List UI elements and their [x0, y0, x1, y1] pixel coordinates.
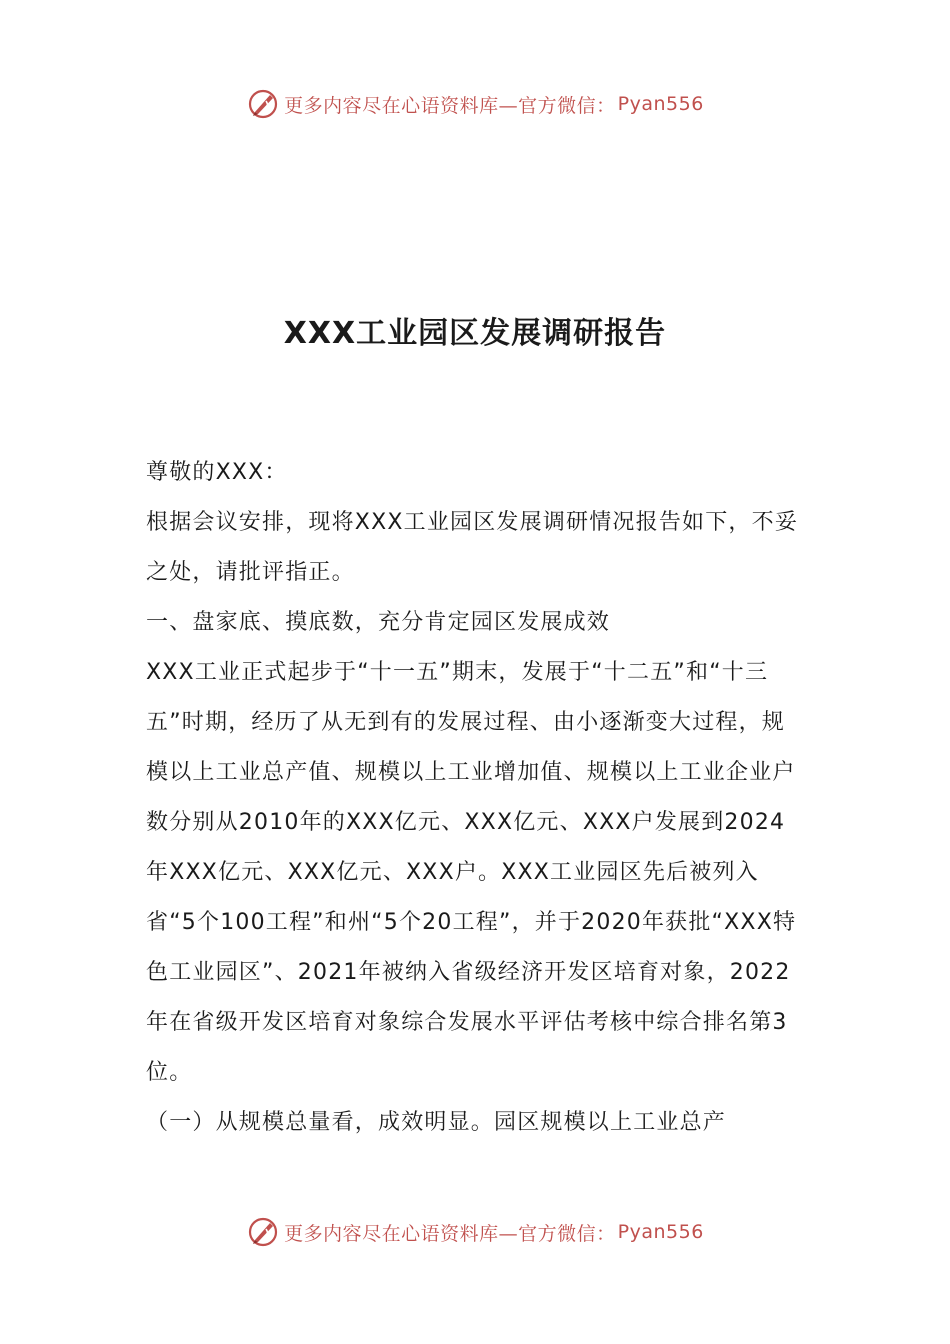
pen-logo-icon [246, 1215, 280, 1249]
pen-logo-icon [246, 87, 280, 121]
watermark-id: Pyan556 [617, 93, 704, 115]
watermark-text: 更多内容尽在心语资料库—官方微信： [284, 94, 616, 117]
watermark-header [0, 84, 950, 124]
watermark-id: Pyan556 [617, 1221, 704, 1243]
paragraph-overview: XXX工业正式起步于“十一五”期末，发展于“十二五”和“十三五”时期，经历了从无到有的发展过程、由小逐渐变大过程，规模以上工业总产值、规模以上工业增加值、规模以上工业企业户数分别从2010年的XXX亿元、XXX亿元、XXX户发展到2024年XXX亿元、XXX亿元、XXX户。XXX工业园区先后被列入省“5个100工程”和州“5个20工程”，并于2020年获批“XXX特色工业园区”、2021年被纳入省级经济开发区培育对象，2022年在省级开发区培育对象综合发展水平评估考核中综合排名第3位。 [146, 660, 797, 1085]
document-title: XXX工业园区发展调研报告 [283, 316, 667, 351]
document-body [146, 448, 808, 1148]
paragraph-intro: 根据会议安排，现将XXX工业园区发展调研情况报告如下，不妥之处，请批评指正。 [146, 510, 799, 585]
watermark-text: 更多内容尽在心语资料库—官方微信： [284, 1222, 616, 1245]
section-heading-1: 一、盘家底、摸底数，充分肯定园区发展成效 [146, 610, 611, 635]
watermark-footer [0, 1212, 950, 1252]
salutation: 尊敬的XXX： [146, 460, 288, 485]
subsection-heading-1: （一）从规模总量看，成效明显。园区规模以上工业总产 [146, 1110, 727, 1135]
